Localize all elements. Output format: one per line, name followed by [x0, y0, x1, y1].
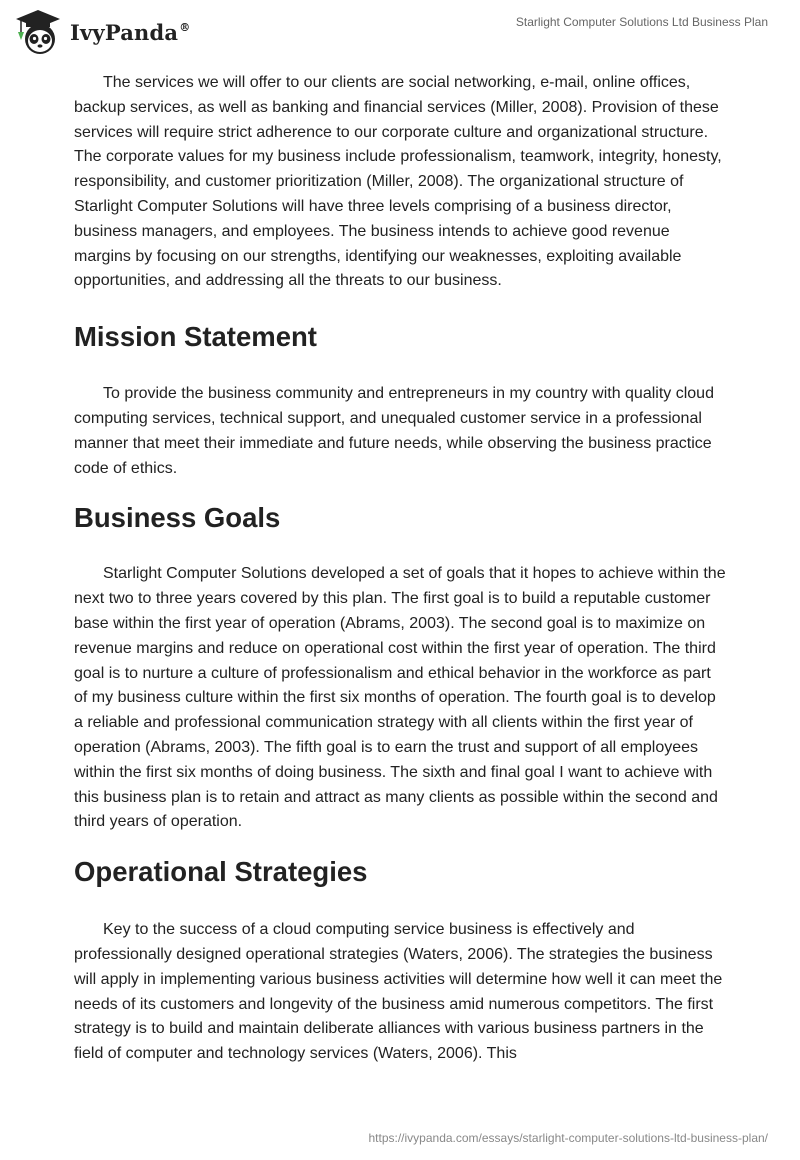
mission-statement-heading: Mission Statement: [74, 321, 317, 353]
operational-strategies-heading: Operational Strategies: [74, 856, 368, 888]
registered-mark: ®: [179, 20, 191, 34]
source-url-link[interactable]: https://ivypanda.com/essays/starlight-computer-solutions-ltd-business-plan/: [368, 1131, 768, 1145]
ivypanda-logo[interactable]: [14, 8, 190, 56]
operational-strategies-paragraph: Key to the success of a cloud computing service business is effectively and professionally designed operational strategies (Waters, 2006). The strategies the business will apply in implementing various business activities will determine how well it can meet the needs of its customers and longevity of the business amid numerous competitors. The first strategy is to build and maintain deliberate alliances with various business partners in the field of computer and technology services (Waters, 2006). This: [74, 921, 723, 1063]
brand-name: IvyPanda®: [70, 19, 191, 45]
business-goals-paragraph: Starlight Computer Solutions developed a set of goals that it hopes to achieve within the next two to three years covered by this plan. The first goal is to build a reputable customer base within the first year of operation (Abrams, 2003). The second goal is to maximize on revenue margins and reduce on operational cost within the first year of operation. The third goal is to nurture a culture of professionalism and ethical behavior in the workforce as part of my business culture within the first six months of operation. The fourth goal is to develop a reliable and professional communication strategy with all clients within the first year of operation (Abrams, 2003). The fifth goal is to earn the trust and support of all employees within the first six months of doing business. The sixth and final goal I want to achieve with this business plan is to retain and attract as many clients as possible within the second and third years of operation.: [74, 565, 726, 831]
business-goals-heading: Business Goals: [74, 502, 281, 534]
document-title: Starlight Computer Solutions Ltd Business Plan: [515, 15, 768, 29]
page-header: [0, 0, 800, 60]
panda-graduate-icon: [14, 8, 62, 56]
mission-statement-paragraph: To provide the business community and entrepreneurs in my country with quality cloud computing services, technical support, and unequaled customer service in a professional manner that meet their immediate and future needs, while observing the business practice code of ethics.: [74, 385, 714, 477]
essay-body: [74, 71, 726, 1067]
intro-paragraph: The services we will offer to our clients are social networking, e-mail, online offices, backup services, as well as banking and financial services (Miller, 2008). Provision of these services will require strict adherence to our corporate culture and organizational structure. The corporate values for my business include professionalism, teamwork, integrity, honesty, responsibility, and customer prioritization (Miller, 2008). The organizational structure of Starlight Computer Solutions will have three levels comprising of a business director, business managers, and employees. The business intends to achieve good revenue margins by focusing on our strengths, identifying our weaknesses, exploiting available opportunities, and addressing all the threats to our business.: [74, 74, 722, 290]
